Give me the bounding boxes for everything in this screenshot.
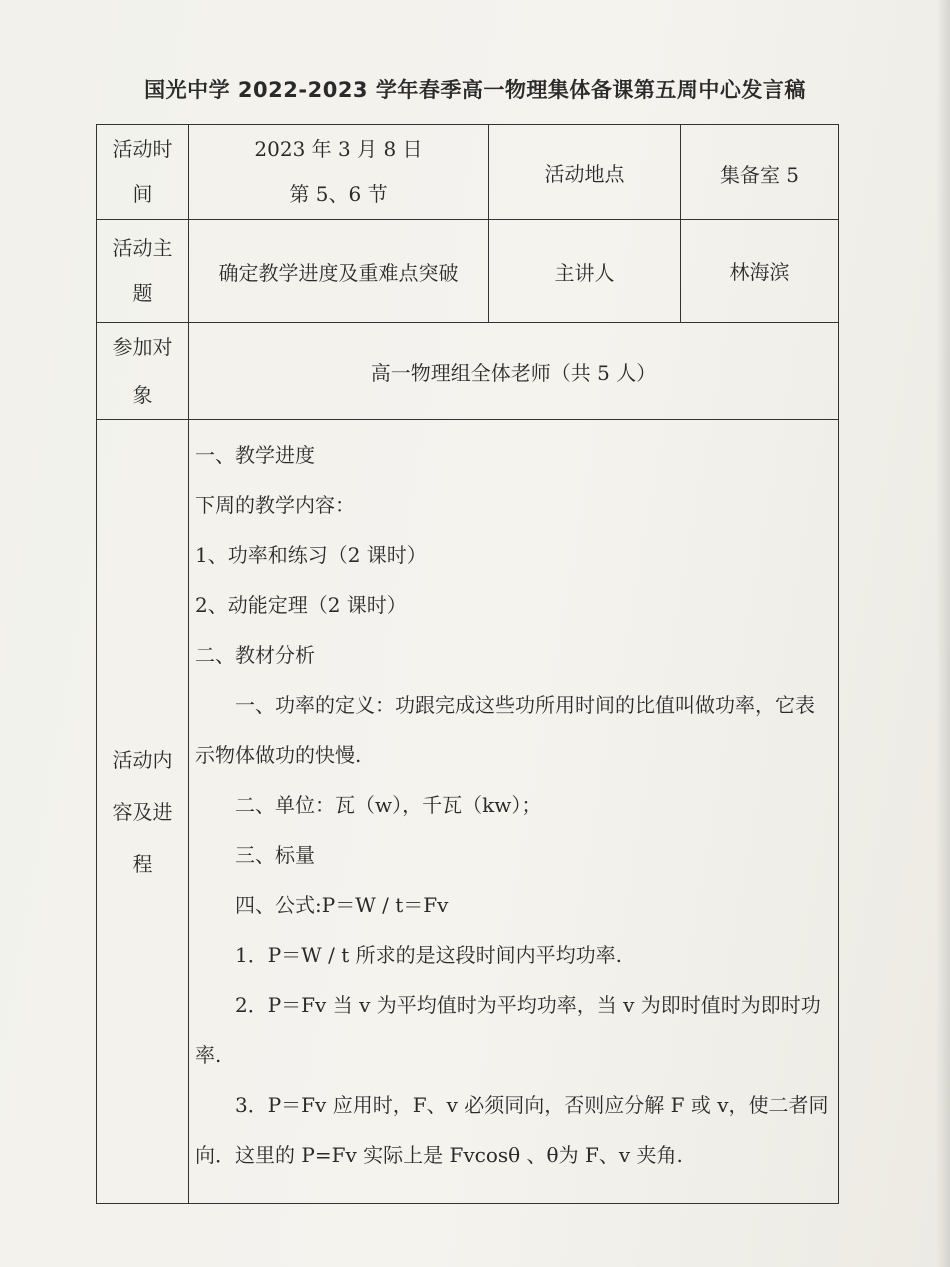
theme-label-cell bbox=[97, 220, 189, 323]
time-label-cell bbox=[97, 125, 189, 220]
content-heading-analysis: 二、教材分析 bbox=[195, 643, 315, 667]
time-label: 活动时间 bbox=[112, 137, 173, 206]
content-next-week: 下周的教学内容： bbox=[195, 493, 355, 517]
paper-edge-shadow bbox=[936, 0, 950, 1267]
document-title: 国光中学 2022-2023 学年春季高一物理集体备课第五周中心发言稿 bbox=[144, 78, 806, 102]
time-date: 2023 年 3 月 8 日 bbox=[254, 137, 423, 161]
content-heading-progress: 一、教学进度 bbox=[195, 443, 315, 467]
row-content bbox=[97, 420, 839, 1204]
speaker-label: 主讲人 bbox=[489, 220, 681, 323]
speaker-value: 林海滨 bbox=[681, 220, 839, 323]
activity-form-table bbox=[96, 124, 839, 1204]
content-point-3: 3．P＝Fv 应用时，F、v 必须同向，否则应分解 F 或 v，使二者同向．这里的 P=Fv 实际上是 Fvcosθ 、θ为 F、v 夹角. bbox=[195, 1093, 829, 1167]
participants-label-cell bbox=[97, 323, 189, 420]
content-point-1: 1．P＝W / t 所求的是这段时间内平均功率. bbox=[235, 943, 622, 967]
content-unit: 二、单位：瓦（w），千瓦（kw）； bbox=[235, 793, 542, 817]
time-period: 第 5、6 节 bbox=[289, 182, 388, 206]
participants-value: 高一物理组全体老师（共 5 人） bbox=[189, 323, 839, 420]
place-label: 活动地点 bbox=[489, 125, 681, 220]
content-scalar: 三、标量 bbox=[235, 843, 315, 867]
content-label: 活动内容及进程 bbox=[112, 747, 173, 876]
time-value-cell bbox=[189, 125, 489, 220]
participants-label: 参加对象 bbox=[112, 335, 173, 407]
row-time-place bbox=[97, 125, 839, 220]
row-theme-speaker bbox=[97, 220, 839, 323]
content-body bbox=[189, 420, 839, 1204]
content-label-cell bbox=[97, 420, 189, 1204]
content-point-2: 2．P＝Fv 当 v 为平均值时为平均功率，当 v 为即时值时为即时功率. bbox=[195, 993, 821, 1067]
content-definition: 一、功率的定义：功跟完成这些功所用时间的比值叫做功率，它表示物体做功的快慢. bbox=[195, 693, 815, 767]
place-value: 集备室 5 bbox=[681, 125, 839, 220]
row-participants bbox=[97, 323, 839, 420]
content-formula: 四、公式:P＝W / t＝Fv bbox=[235, 893, 449, 917]
content-item-1: 1、功率和练习（2 课时） bbox=[195, 543, 427, 567]
theme-value: 确定教学进度及重难点突破 bbox=[189, 220, 489, 323]
content-item-2: 2、动能定理（2 课时） bbox=[195, 593, 407, 617]
theme-label: 活动主题 bbox=[112, 236, 173, 305]
